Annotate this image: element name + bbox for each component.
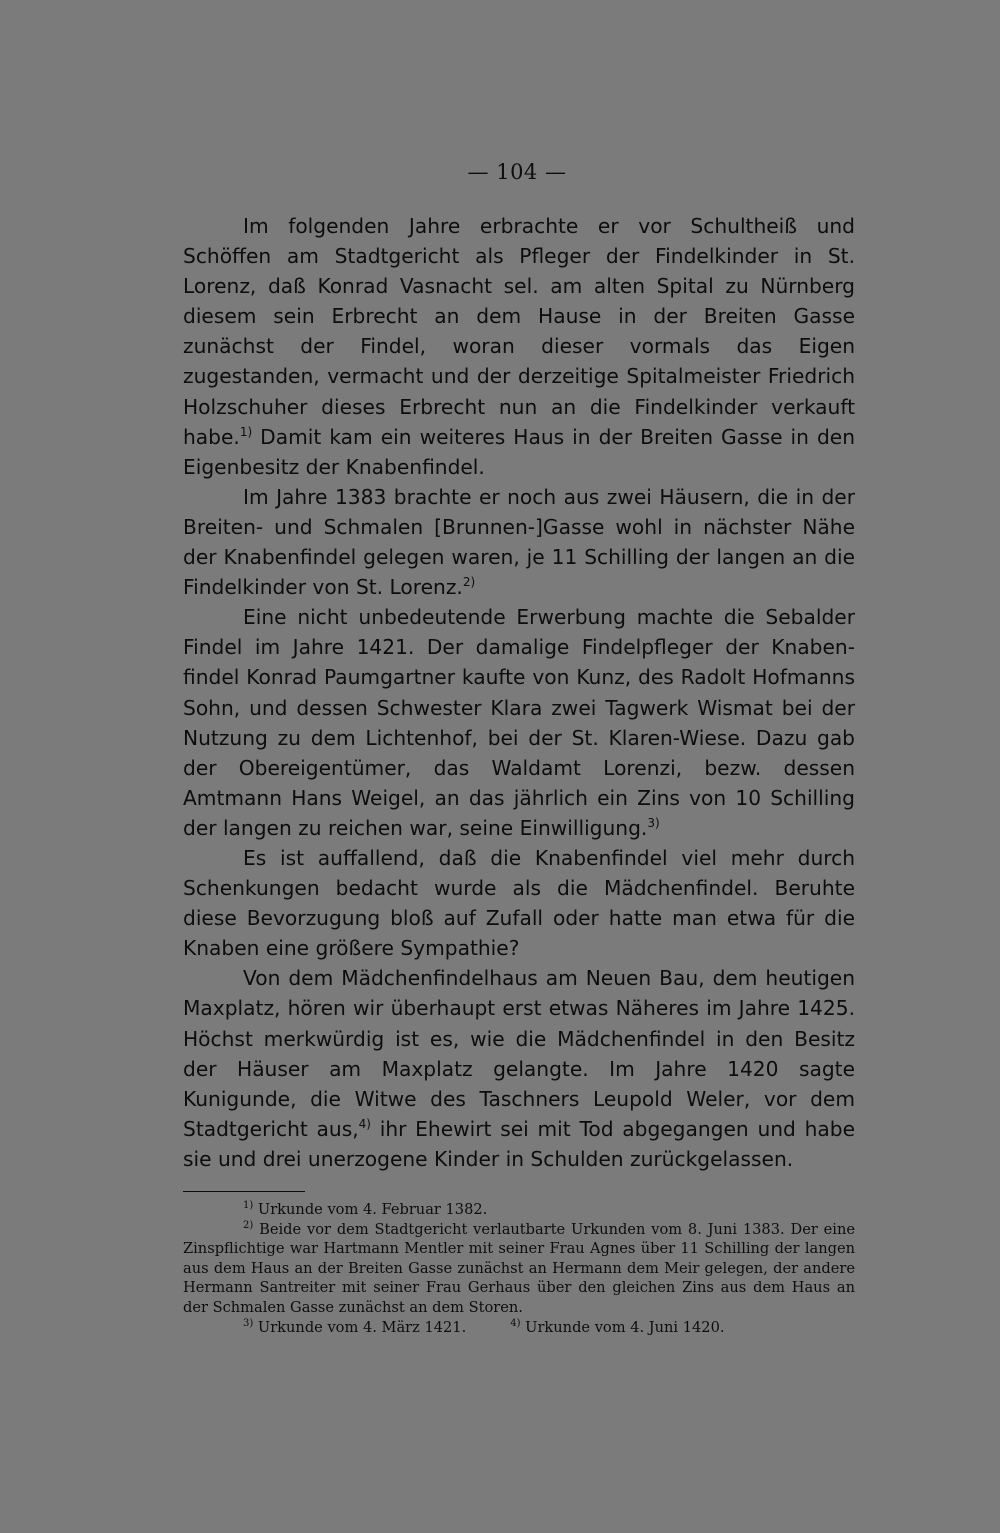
paragraph-text: Es ist auffallend, daß die Knabenfindel viel mehr durch Schenkungen bedacht wurde als die Mädchenfindel. Beruhte diese Bevorzugung bloß auf Zufall oder hatte man etwa für die Knaben eine größere Sympathie? bbox=[183, 845, 855, 961]
footnote-text: Urkunde vom 4. Juni 1420. bbox=[520, 1318, 725, 1336]
footnote-reference: 3) bbox=[647, 815, 660, 830]
paragraph bbox=[183, 211, 855, 482]
footnote-text: Beide vor dem Stadtgericht verlautbarte Urkunden vom 8. Juni 1383. Der eine Zinspflichtige war Hartmann Mentler mit seiner Frau Agnes über 11 Schilling der langen aus dem Haus an der Breiten Gasse zunächst an Hermann dem Meir gelegen, der andere Hermann Santreiter mit seiner Frau Gerhaus über den gleichen Zins aus dem Haus an der Schmalen Gasse zunächst an dem Storen. bbox=[183, 1220, 855, 1316]
footnote-reference: 4) bbox=[358, 1116, 371, 1131]
footnote-2 bbox=[183, 1220, 855, 1318]
paragraph-text: Damit kam ein weiteres Haus in der Breiten Gasse in den Eigenbesitz der Knabenfindel. bbox=[183, 424, 855, 479]
paragraph-text: Im Jahre 1383 brachte er noch aus zwei Häusern, die in der Breiten- und Schmalen [Brunnen-]Gasse wohl in nächster Nähe der Knabenfindel gelegen waren, je 11 Schilling der langen an die Findelkinder von St. Lorenz. bbox=[183, 484, 855, 600]
footnote-mark: 1) bbox=[243, 1200, 254, 1211]
footnote-text: Urkunde vom 4. Februar 1382. bbox=[253, 1201, 488, 1218]
paragraph bbox=[183, 843, 855, 963]
footnote-reference: 2) bbox=[462, 575, 476, 590]
footnote-reference: 1) bbox=[239, 424, 253, 439]
main-text bbox=[183, 211, 855, 1174]
footnote-mark: 4) bbox=[510, 1317, 521, 1329]
paragraph-text: ihr Ehewirt sei mit Tod abgegangen und habe sie und drei unerzogene Kinder in Schulden zurückgelassen. bbox=[183, 1116, 855, 1171]
paragraph-text: Von dem Mädchenfindelhaus am Neuen Bau, dem heutigen Maxplatz, hören wir überhaupt erst etwas Näheres im Jahre 1425. Höchst merkwürdig ist es, wie die Mädchenfindel in den Besitz der Häuser am Maxplatz gelangte. Im Jahre 1420 sagte Kunigunde, die Witwe des Taschners Leupold Weler, vor dem Stadtgericht aus, bbox=[183, 966, 855, 1141]
footnote-mark: 2) bbox=[243, 1219, 254, 1231]
paragraph bbox=[183, 602, 855, 843]
paragraph-text: Eine nicht unbedeutende Erwerbung machte die Sebalder Findel im Jahre 1421. Der damalige Findelpfleger der Knabenfindel Konrad Paumgartner kaufte von Kunz, des Radolt Hofmanns Sohn, und dessen Schwester Klara zwei Tagwerk Wismat bei der Nutzung zu dem Lichtenhof, bei der St. Klaren-Wiese. Dazu gab der Obereigentümer, das Waldamt Lorenzi, bezw. dessen Amtmann Hans Weigel, an das jährlich ein Zins von 10 Schilling der langen zu reichen war, seine Einwilligung. bbox=[183, 605, 855, 840]
footnotes bbox=[183, 1200, 855, 1337]
footnote-divider bbox=[183, 1191, 305, 1192]
paragraph-text: Im folgenden Jahre erbrachte er vor Schultheiß und Schöffen am Stadtgericht als Pfleger der Findelkinder in St. Lorenz, daß Konrad Vasnacht sel. am alten Spital zu Nürnberg diesem sein Erbrecht an dem Hause in der Breiten Gasse zunächst der Findel, woran dieser vormals das Eigen zugestanden, vermacht und der derzeitige Spitalmeister Friedrich Holzschuher dieses Erbrecht nun an die Findelkinder verkauft habe. bbox=[183, 214, 855, 449]
page-number: — 104 — bbox=[467, 160, 567, 184]
paragraph bbox=[183, 482, 855, 602]
paragraph bbox=[183, 963, 855, 1174]
footnote-mark: 3) bbox=[243, 1317, 254, 1329]
footnote-text: Urkunde vom 4. März 1421. bbox=[253, 1318, 467, 1336]
footnote-1 bbox=[183, 1200, 855, 1220]
footnote-row bbox=[183, 1318, 855, 1338]
